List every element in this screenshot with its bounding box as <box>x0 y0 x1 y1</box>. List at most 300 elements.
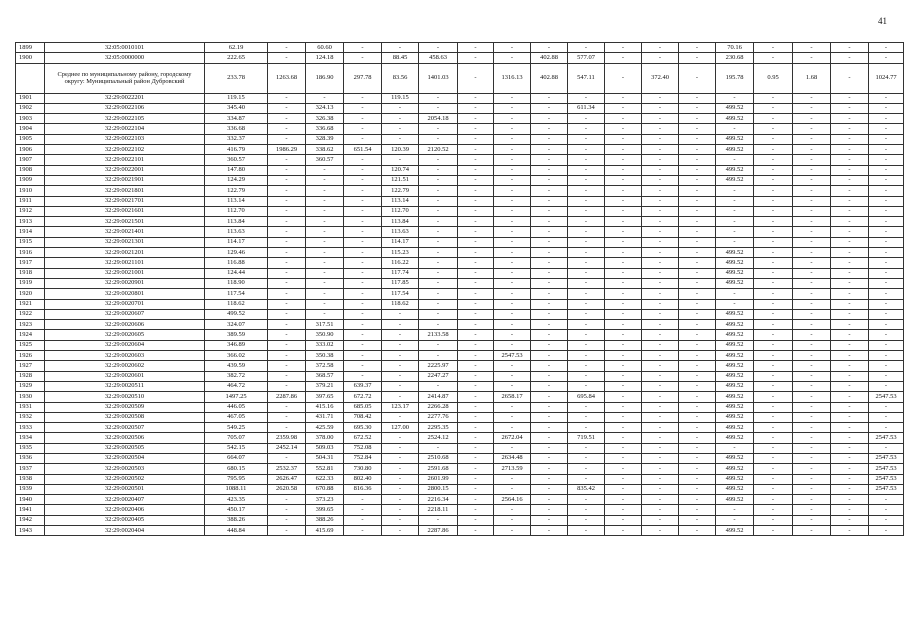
value-cell: - <box>831 278 869 288</box>
value-cell: 186.90 <box>306 63 344 93</box>
value-cell: 549.25 <box>205 423 268 433</box>
table-row <box>16 361 904 371</box>
value-cell: - <box>344 340 382 350</box>
value-cell: 360.57 <box>306 155 344 165</box>
value-cell: - <box>531 237 568 247</box>
value-cell: - <box>679 268 716 278</box>
value-cell: 705.07 <box>205 433 268 443</box>
value-cell: - <box>754 495 793 505</box>
row-number-cell: 1902 <box>16 103 45 113</box>
value-cell: - <box>605 443 642 453</box>
value-cell: - <box>679 412 716 422</box>
value-cell: - <box>344 515 382 525</box>
cadastral-number-cell: 32:29:0021901 <box>45 175 205 185</box>
value-cell: - <box>716 237 754 247</box>
value-cell: 2287.86 <box>419 526 458 536</box>
value-cell: - <box>793 330 831 340</box>
value-cell: - <box>494 155 531 165</box>
value-cell: 119.15 <box>205 93 268 103</box>
value-cell: - <box>869 114 904 124</box>
row-number-cell: 1939 <box>16 484 45 494</box>
value-cell: 336.68 <box>205 124 268 134</box>
value-cell: - <box>306 93 344 103</box>
value-cell: - <box>754 330 793 340</box>
cadastral-number-cell: 32:29:0020603 <box>45 351 205 361</box>
value-cell: - <box>568 145 605 155</box>
value-cell: - <box>793 433 831 443</box>
value-cell: - <box>754 412 793 422</box>
value-cell: - <box>306 248 344 258</box>
value-cell: - <box>716 124 754 134</box>
value-cell: - <box>605 155 642 165</box>
value-cell: - <box>831 392 869 402</box>
value-cell: - <box>679 43 716 53</box>
value-cell: 195.78 <box>716 63 754 93</box>
cadastral-number-cell: 32:29:0020801 <box>45 289 205 299</box>
row-number-cell: 1906 <box>16 145 45 155</box>
value-cell: 499.52 <box>716 145 754 155</box>
value-cell: - <box>458 248 494 258</box>
value-cell: - <box>494 175 531 185</box>
cadastral-number-cell: 32:29:0020505 <box>45 443 205 453</box>
value-cell: 113.84 <box>205 217 268 227</box>
value-cell: - <box>831 268 869 278</box>
value-cell: - <box>642 299 679 309</box>
value-cell: 117.74 <box>382 268 419 278</box>
value-cell: 399.65 <box>306 505 344 515</box>
value-cell: - <box>458 93 494 103</box>
value-cell: - <box>344 309 382 319</box>
table-row <box>16 289 904 299</box>
cadastral-number-cell: 32:29:0020511 <box>45 381 205 391</box>
value-cell: - <box>382 443 419 453</box>
value-cell: 62.19 <box>205 43 268 53</box>
value-cell: - <box>754 93 793 103</box>
value-cell: 123.17 <box>382 402 419 412</box>
value-cell: - <box>344 299 382 309</box>
value-cell: 2634.48 <box>494 453 531 463</box>
value-cell: - <box>344 248 382 258</box>
value-cell: - <box>716 196 754 206</box>
value-cell: - <box>754 351 793 361</box>
value-cell: 2672.04 <box>494 433 531 443</box>
value-cell: - <box>679 289 716 299</box>
value-cell: 2359.98 <box>268 433 306 443</box>
value-cell: - <box>793 175 831 185</box>
value-cell: - <box>458 464 494 474</box>
value-cell: - <box>458 175 494 185</box>
value-cell: - <box>754 217 793 227</box>
value-cell: 328.39 <box>306 134 344 144</box>
value-cell: - <box>793 186 831 196</box>
value-cell: - <box>869 175 904 185</box>
row-number-cell: 1914 <box>16 227 45 237</box>
value-cell: - <box>642 103 679 113</box>
value-cell: - <box>306 299 344 309</box>
value-cell: - <box>754 268 793 278</box>
value-cell: - <box>642 248 679 258</box>
value-cell: - <box>793 515 831 525</box>
cadastral-number-cell: 32:29:0022104 <box>45 124 205 134</box>
value-cell: - <box>679 217 716 227</box>
value-cell: - <box>831 206 869 216</box>
value-cell: 2120.52 <box>419 145 458 155</box>
value-cell: - <box>458 299 494 309</box>
value-cell: - <box>754 526 793 536</box>
value-cell: - <box>419 196 458 206</box>
value-cell: - <box>679 433 716 443</box>
value-cell: - <box>568 134 605 144</box>
value-cell: - <box>268 227 306 237</box>
row-number-cell: 1907 <box>16 155 45 165</box>
table-row <box>16 134 904 144</box>
value-cell: 336.68 <box>306 124 344 134</box>
value-cell: - <box>531 268 568 278</box>
value-cell: 117.54 <box>205 289 268 299</box>
value-cell: - <box>568 320 605 330</box>
value-cell: - <box>458 412 494 422</box>
value-cell: - <box>754 155 793 165</box>
value-cell: - <box>494 443 531 453</box>
value-cell: 113.63 <box>205 227 268 237</box>
value-cell: - <box>531 114 568 124</box>
value-cell: 389.59 <box>205 330 268 340</box>
value-cell: 446.05 <box>205 402 268 412</box>
value-cell: - <box>531 392 568 402</box>
value-cell: 439.59 <box>205 361 268 371</box>
cadastral-number-cell: 32:29:0021801 <box>45 186 205 196</box>
value-cell: - <box>494 371 531 381</box>
value-cell: 230.68 <box>716 53 754 63</box>
value-cell: - <box>531 340 568 350</box>
row-number-cell: 1920 <box>16 289 45 299</box>
value-cell: - <box>831 505 869 515</box>
value-cell: - <box>344 495 382 505</box>
value-cell: - <box>831 464 869 474</box>
value-cell: 338.62 <box>306 145 344 155</box>
value-cell: - <box>642 433 679 443</box>
value-cell: - <box>458 453 494 463</box>
value-cell: 752.84 <box>344 453 382 463</box>
row-number-cell: 1932 <box>16 412 45 422</box>
value-cell: - <box>869 423 904 433</box>
value-cell: - <box>869 402 904 412</box>
cadastral-number-cell: 32:29:0021401 <box>45 227 205 237</box>
value-cell: - <box>831 165 869 175</box>
row-number-cell: 1925 <box>16 340 45 350</box>
cadastral-number-cell: 32:29:0021001 <box>45 268 205 278</box>
table-row <box>16 206 904 216</box>
value-cell: - <box>869 248 904 258</box>
value-cell: - <box>494 237 531 247</box>
row-number-cell: 1929 <box>16 381 45 391</box>
row-number-cell: 1904 <box>16 124 45 134</box>
cadastral-number-cell: 32:05:0000000 <box>45 53 205 63</box>
value-cell: - <box>458 53 494 63</box>
value-cell: - <box>605 361 642 371</box>
value-cell: 350.90 <box>306 330 344 340</box>
value-cell: - <box>679 134 716 144</box>
value-cell: - <box>458 433 494 443</box>
value-cell: 379.21 <box>306 381 344 391</box>
cadastral-number-cell: 32:29:0021201 <box>45 248 205 258</box>
value-cell: - <box>831 402 869 412</box>
value-cell: - <box>268 402 306 412</box>
value-cell: - <box>531 217 568 227</box>
value-cell: - <box>869 43 904 53</box>
value-cell: - <box>531 453 568 463</box>
value-cell: 499.52 <box>716 320 754 330</box>
value-cell: - <box>793 505 831 515</box>
value-cell: 2591.68 <box>419 464 458 474</box>
row-number-cell: 1911 <box>16 196 45 206</box>
value-cell: - <box>568 114 605 124</box>
value-cell: - <box>605 217 642 227</box>
table-row <box>16 237 904 247</box>
value-cell: - <box>793 412 831 422</box>
value-cell: - <box>642 371 679 381</box>
value-cell: - <box>831 515 869 525</box>
value-cell: - <box>831 351 869 361</box>
value-cell: - <box>458 114 494 124</box>
value-cell: 88.45 <box>382 53 419 63</box>
value-cell: - <box>382 484 419 494</box>
value-cell: 2247.27 <box>419 371 458 381</box>
value-cell: - <box>793 93 831 103</box>
value-cell: 113.14 <box>205 196 268 206</box>
value-cell: - <box>306 237 344 247</box>
value-cell: - <box>793 484 831 494</box>
value-cell: - <box>419 155 458 165</box>
value-cell: - <box>494 53 531 63</box>
value-cell: - <box>679 505 716 515</box>
value-cell: - <box>642 145 679 155</box>
value-cell: - <box>494 340 531 350</box>
table-row <box>16 93 904 103</box>
cadastral-number-cell: 32:29:0022105 <box>45 114 205 124</box>
value-cell: - <box>869 124 904 134</box>
value-cell: - <box>344 351 382 361</box>
value-cell: - <box>754 299 793 309</box>
value-cell: - <box>793 443 831 453</box>
value-cell: - <box>268 175 306 185</box>
value-cell: 639.37 <box>344 381 382 391</box>
value-cell: 499.52 <box>716 165 754 175</box>
value-cell: - <box>568 299 605 309</box>
value-cell: 366.02 <box>205 351 268 361</box>
value-cell: - <box>869 526 904 536</box>
value-cell: - <box>754 196 793 206</box>
value-cell: - <box>568 124 605 134</box>
value-cell: - <box>869 351 904 361</box>
value-cell: - <box>679 103 716 113</box>
value-cell: 333.02 <box>306 340 344 350</box>
value-cell: - <box>869 217 904 227</box>
value-cell: - <box>605 145 642 155</box>
value-cell: 2601.99 <box>419 474 458 484</box>
value-cell: - <box>642 165 679 175</box>
value-cell: - <box>458 289 494 299</box>
value-cell: - <box>642 175 679 185</box>
cadastral-number-cell: 32:29:0021101 <box>45 258 205 268</box>
value-cell: 499.52 <box>716 258 754 268</box>
value-cell: 816.36 <box>344 484 382 494</box>
cadastral-number-cell: 32:29:0021501 <box>45 217 205 227</box>
value-cell: - <box>793 206 831 216</box>
value-cell: 2524.12 <box>419 433 458 443</box>
value-cell: 680.15 <box>205 464 268 474</box>
value-cell: - <box>605 526 642 536</box>
row-number-cell: 1941 <box>16 505 45 515</box>
value-cell: - <box>793 361 831 371</box>
cadastral-number-cell: 32:29:0020502 <box>45 474 205 484</box>
value-cell: - <box>642 258 679 268</box>
value-cell: - <box>831 371 869 381</box>
cadastral-number-cell: 32:29:0022103 <box>45 134 205 144</box>
value-cell: - <box>679 309 716 319</box>
value-cell: - <box>754 371 793 381</box>
value-cell: - <box>679 248 716 258</box>
value-cell: - <box>458 134 494 144</box>
value-cell: - <box>458 43 494 53</box>
value-cell: - <box>754 206 793 216</box>
value-cell: - <box>306 309 344 319</box>
value-cell: - <box>793 526 831 536</box>
value-cell: - <box>568 309 605 319</box>
value-cell: 464.72 <box>205 381 268 391</box>
value-cell: - <box>531 124 568 134</box>
value-cell: - <box>419 227 458 237</box>
value-cell: - <box>642 443 679 453</box>
value-cell: - <box>531 206 568 216</box>
value-cell: - <box>531 227 568 237</box>
row-number-cell: 1931 <box>16 402 45 412</box>
value-cell: - <box>642 206 679 216</box>
value-cell: - <box>605 278 642 288</box>
value-cell: - <box>531 526 568 536</box>
value-cell: - <box>642 289 679 299</box>
value-cell: 664.07 <box>205 453 268 463</box>
value-cell: - <box>679 278 716 288</box>
value-cell: - <box>306 227 344 237</box>
value-cell: - <box>568 196 605 206</box>
value-cell: - <box>268 186 306 196</box>
value-cell: - <box>531 43 568 53</box>
value-cell: - <box>793 340 831 350</box>
value-cell: - <box>642 402 679 412</box>
row-number-cell: 1938 <box>16 474 45 484</box>
value-cell: - <box>642 217 679 227</box>
value-cell: - <box>605 412 642 422</box>
value-cell: - <box>531 443 568 453</box>
value-cell: - <box>531 361 568 371</box>
value-cell: - <box>458 268 494 278</box>
table-row <box>16 515 904 525</box>
value-cell: - <box>458 258 494 268</box>
row-number-cell: 1901 <box>16 93 45 103</box>
value-cell: - <box>831 124 869 134</box>
row-number-cell: 1909 <box>16 175 45 185</box>
value-cell: - <box>793 227 831 237</box>
table-row <box>16 165 904 175</box>
value-cell: - <box>419 206 458 216</box>
value-cell: - <box>831 53 869 63</box>
value-cell: - <box>754 43 793 53</box>
value-cell: - <box>716 206 754 216</box>
table-row <box>16 217 904 227</box>
value-cell: 120.74 <box>382 165 419 175</box>
cadastral-number-cell: 32:29:0020901 <box>45 278 205 288</box>
value-cell: - <box>831 443 869 453</box>
value-cell: - <box>306 258 344 268</box>
value-cell: - <box>869 165 904 175</box>
value-cell: - <box>605 175 642 185</box>
value-cell: - <box>869 186 904 196</box>
value-cell: - <box>642 320 679 330</box>
value-cell: - <box>344 227 382 237</box>
value-cell: - <box>869 227 904 237</box>
value-cell: - <box>869 134 904 144</box>
value-cell: 499.52 <box>716 371 754 381</box>
value-cell: - <box>642 309 679 319</box>
value-cell: - <box>568 464 605 474</box>
value-cell: - <box>831 340 869 350</box>
value-cell: - <box>531 134 568 144</box>
value-cell: - <box>831 196 869 206</box>
value-cell: 2225.97 <box>419 361 458 371</box>
value-cell: - <box>344 217 382 227</box>
value-cell: - <box>605 114 642 124</box>
row-number-cell: 1933 <box>16 423 45 433</box>
value-cell: - <box>831 361 869 371</box>
value-cell: - <box>793 351 831 361</box>
value-cell: 415.69 <box>306 526 344 536</box>
value-cell: - <box>869 371 904 381</box>
value-cell: - <box>605 63 642 93</box>
value-cell: - <box>605 103 642 113</box>
value-cell: - <box>531 464 568 474</box>
table-row <box>16 392 904 402</box>
value-cell: - <box>831 309 869 319</box>
value-cell: - <box>793 320 831 330</box>
value-cell: - <box>268 278 306 288</box>
summary-row <box>16 63 904 93</box>
value-cell: - <box>754 237 793 247</box>
value-cell: - <box>268 248 306 258</box>
value-cell: - <box>382 103 419 113</box>
row-number-cell: 1905 <box>16 134 45 144</box>
value-cell: - <box>531 258 568 268</box>
value-cell: 60.60 <box>306 43 344 53</box>
value-cell: - <box>494 248 531 258</box>
value-cell: 802.40 <box>344 474 382 484</box>
value-cell: - <box>419 165 458 175</box>
value-cell: - <box>268 155 306 165</box>
value-cell: - <box>793 103 831 113</box>
value-cell: - <box>531 309 568 319</box>
value-cell: - <box>568 227 605 237</box>
value-cell: - <box>605 381 642 391</box>
value-cell: - <box>344 175 382 185</box>
value-cell: - <box>679 371 716 381</box>
value-cell: - <box>494 196 531 206</box>
value-cell: 499.52 <box>716 330 754 340</box>
value-cell: - <box>568 495 605 505</box>
value-cell: - <box>831 299 869 309</box>
value-cell: 2713.59 <box>494 464 531 474</box>
value-cell: 388.26 <box>306 515 344 525</box>
value-cell: - <box>419 258 458 268</box>
